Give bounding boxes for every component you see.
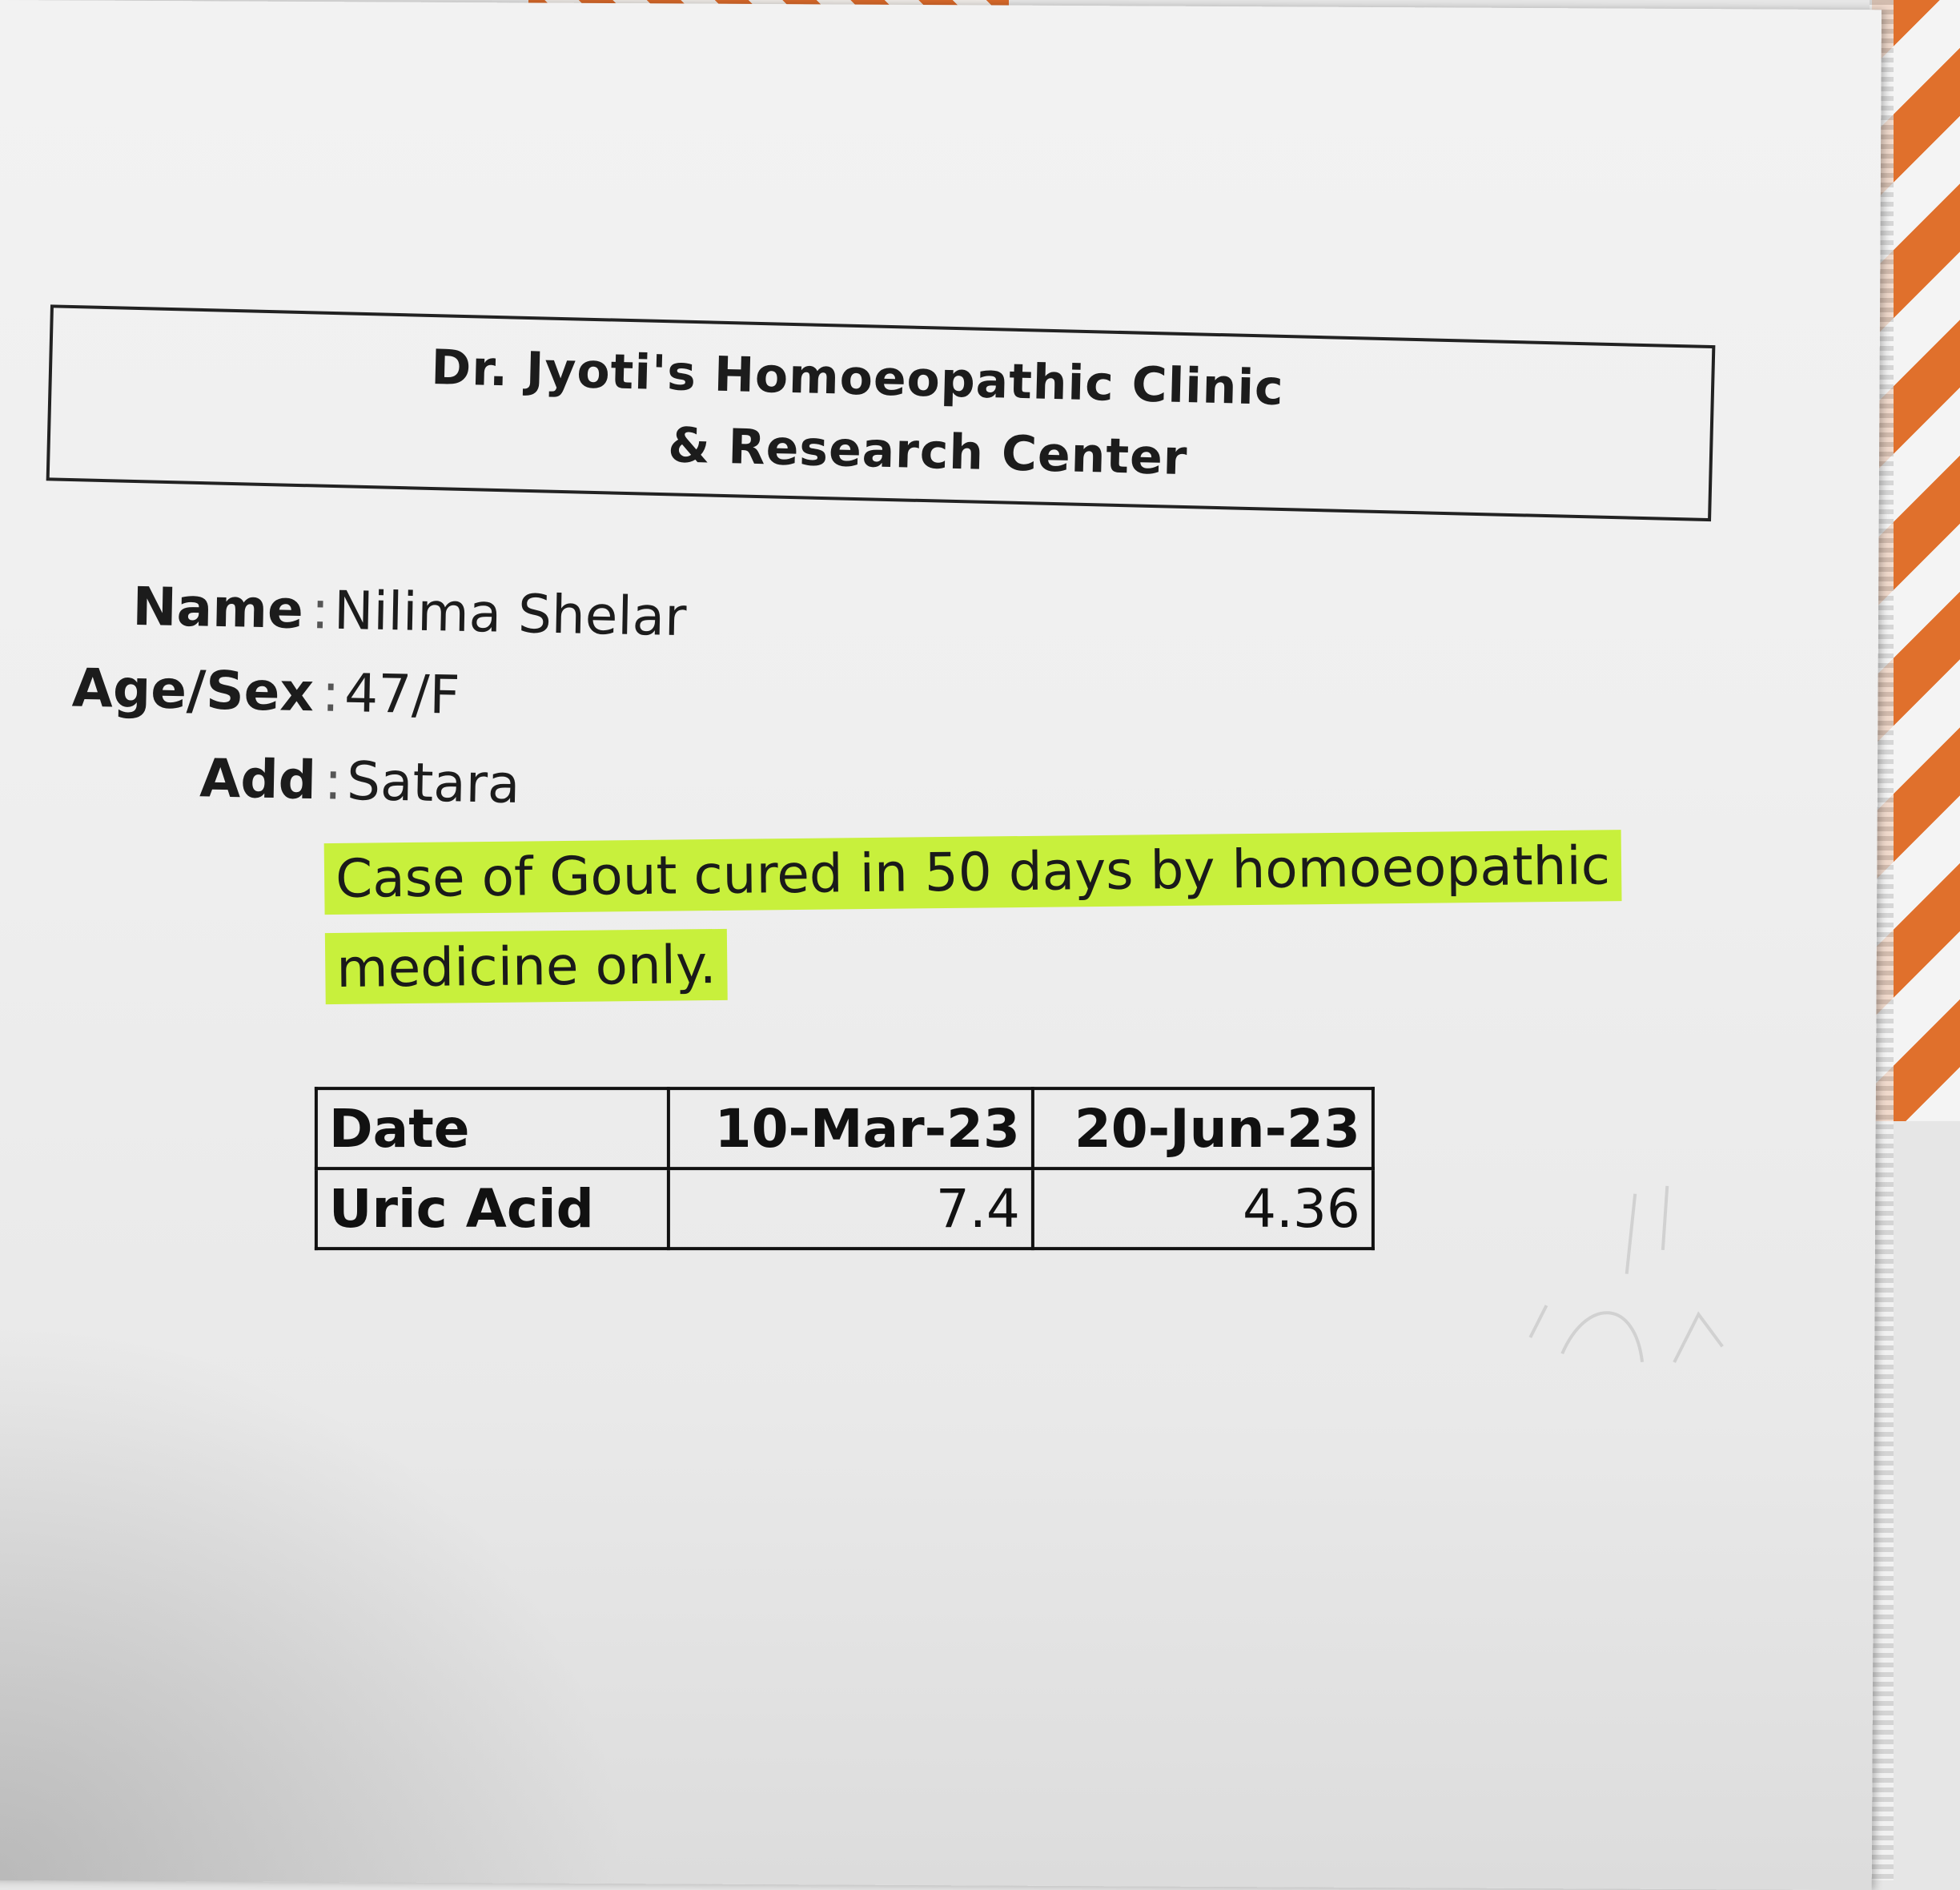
clinic-header-box [46, 304, 1716, 521]
patient-address-row [199, 747, 520, 815]
uric-acid-table [315, 1087, 1375, 1250]
patient-age-sex-row [71, 657, 460, 726]
table-header-cell: 20-Jun-23 [1033, 1088, 1373, 1168]
patient-address-label: Add [199, 747, 317, 812]
pencil-marks [1514, 1177, 1771, 1387]
patient-name-label: Name [131, 575, 304, 641]
clinic-name-line2: & Research Center [667, 417, 1189, 487]
table-cell: 4.36 [1033, 1168, 1373, 1249]
patient-name-row [132, 576, 687, 648]
separator: : [321, 662, 340, 724]
patient-age-sex-label: Age/Sex [71, 657, 315, 724]
table-header-row [316, 1088, 1373, 1168]
table-header-cell: Date [316, 1088, 669, 1168]
case-statement [324, 820, 1735, 1014]
table-row [316, 1168, 1373, 1249]
table-cell: 7.4 [669, 1168, 1033, 1249]
highlighted-statement-text: Case of Gout cured in 50 days by homoeopathic medicine only. [324, 830, 1622, 1004]
patient-age-sex-value: 47/F [343, 662, 461, 726]
table-cell: Uric Acid [316, 1168, 669, 1249]
separator: : [323, 750, 343, 812]
patient-name-value: Nilima Shelar [333, 579, 688, 649]
page-shadow [0, 1320, 633, 1884]
table-header-cell: 10-Mar-23 [669, 1088, 1033, 1168]
separator: : [311, 579, 330, 641]
patient-address-value: Satara [346, 750, 521, 815]
clinic-name-line1: Dr. Jyoti's Homoeopathic Clinic [430, 339, 1285, 416]
